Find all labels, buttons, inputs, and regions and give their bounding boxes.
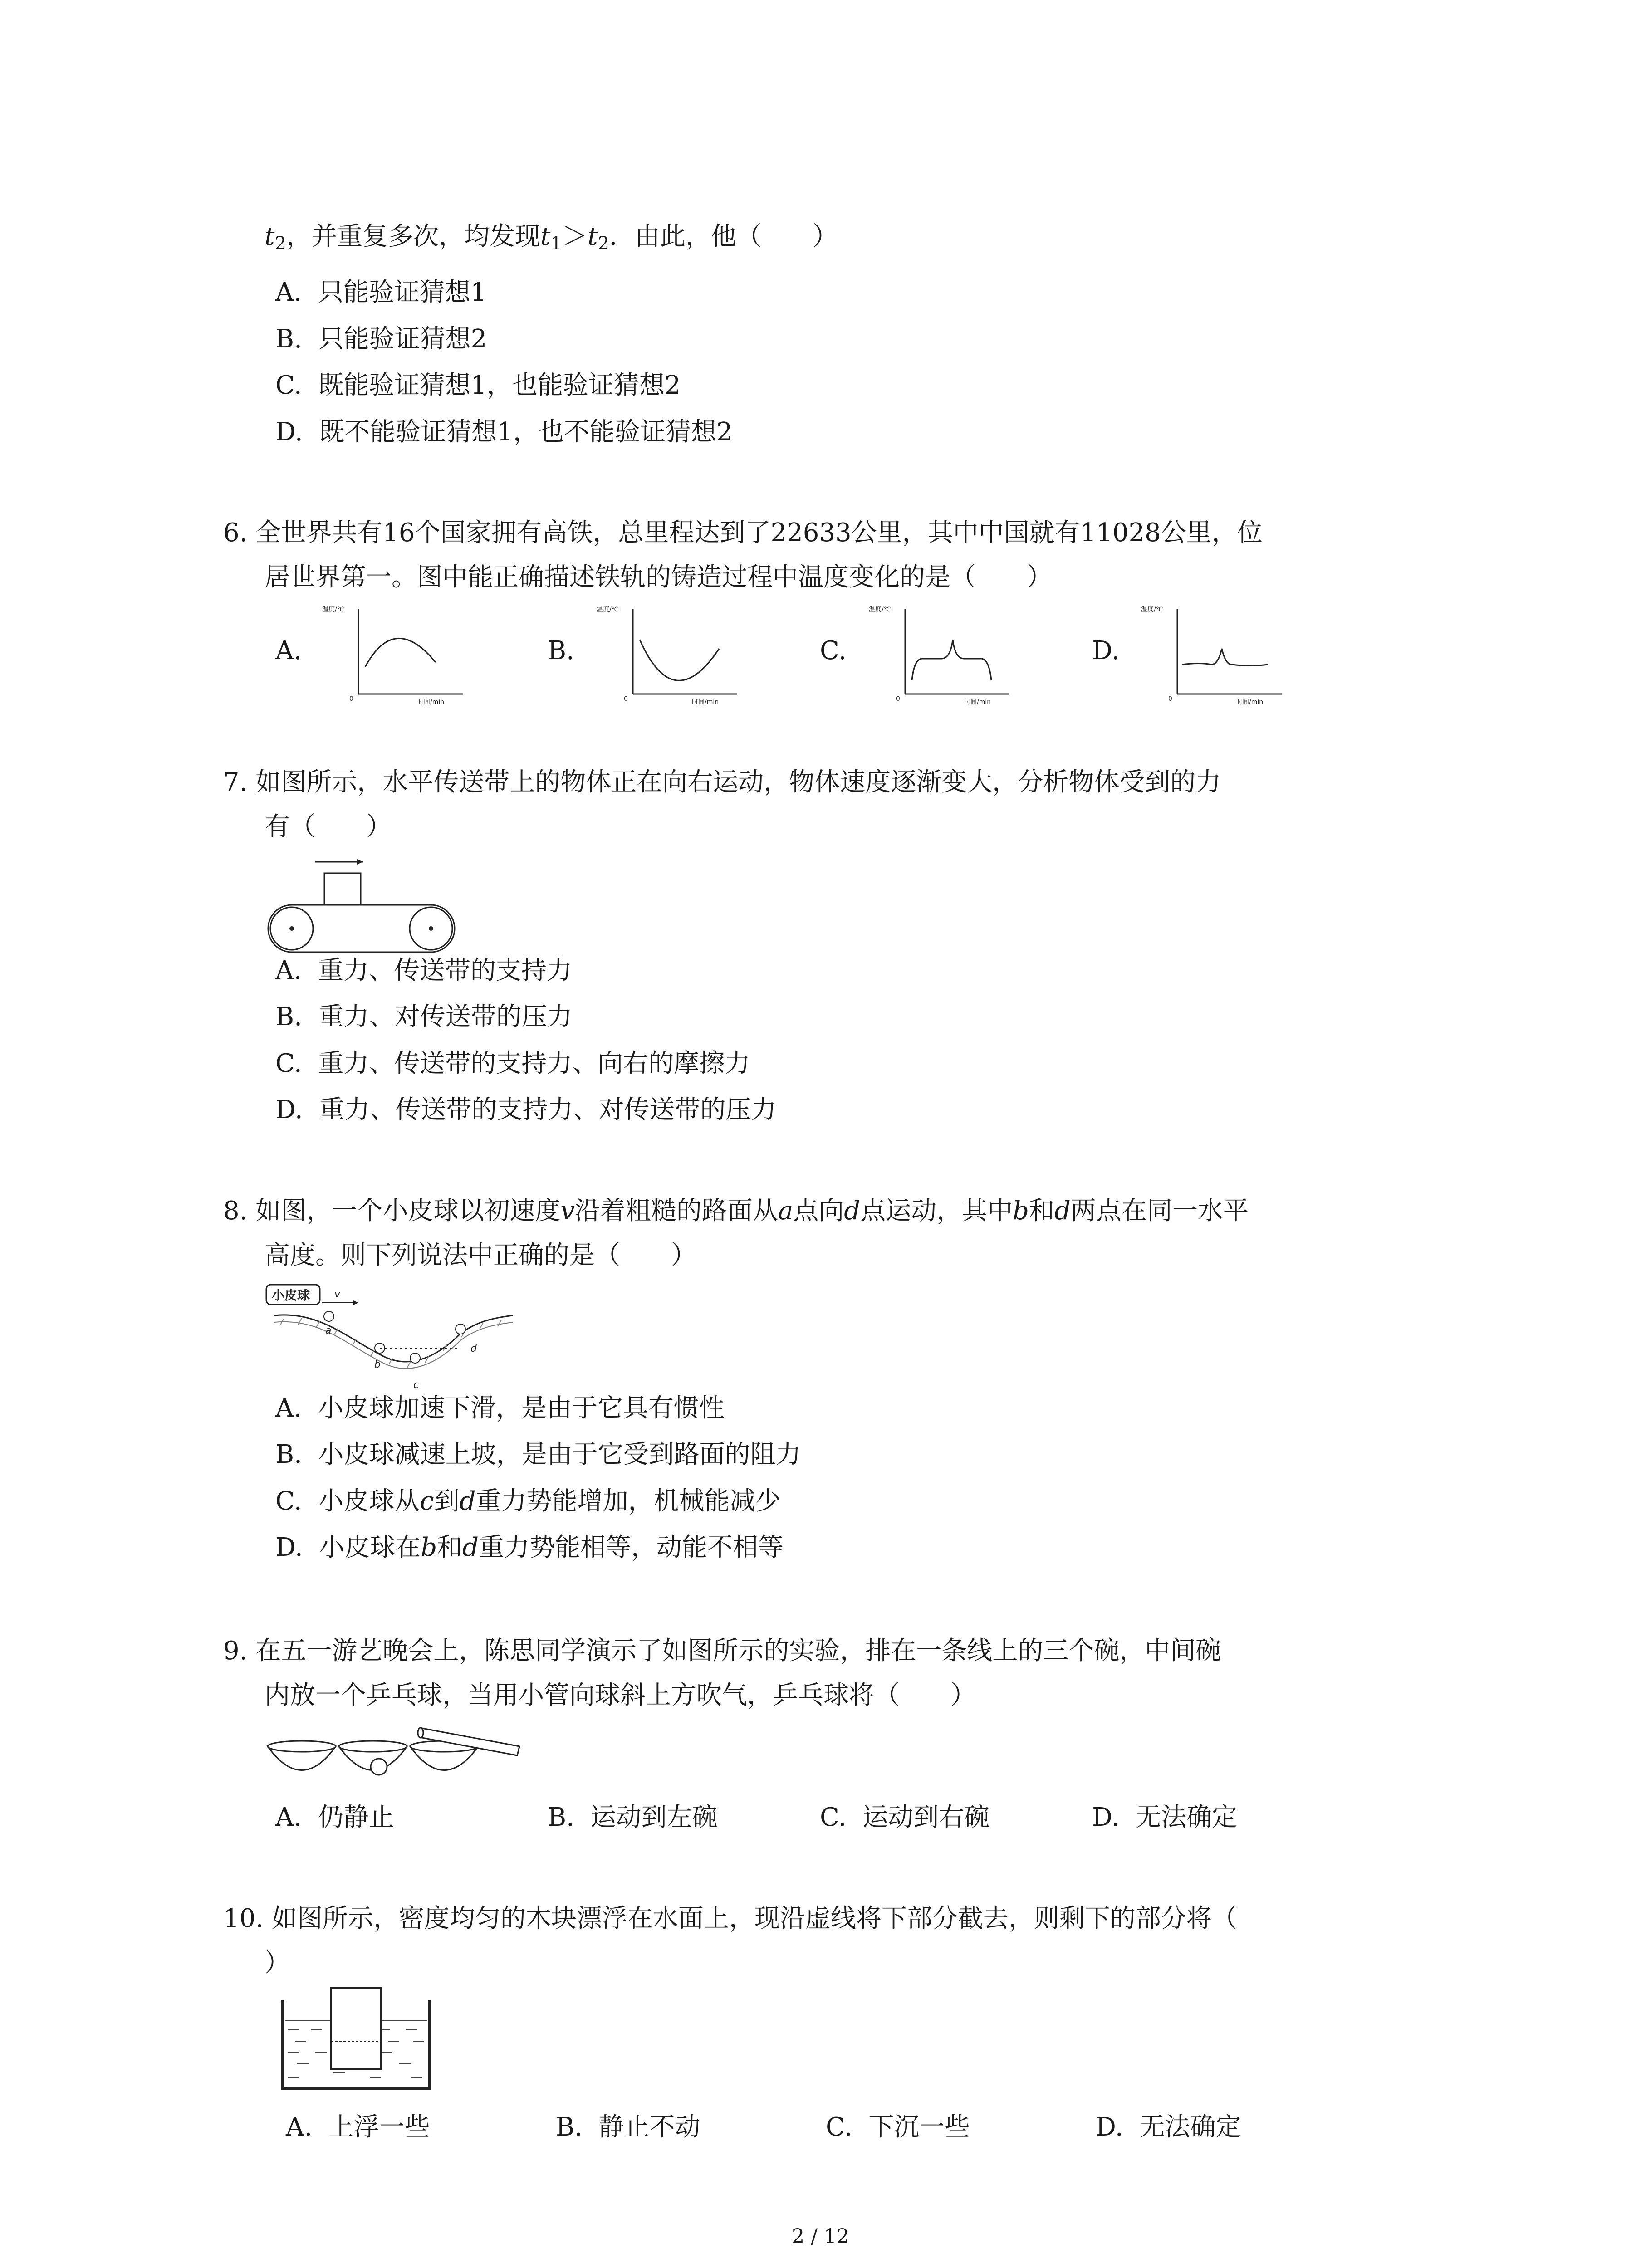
svg-text:0: 0 (624, 695, 628, 703)
q10-stem-line2: ） (265, 1948, 290, 1978)
svg-text:0: 0 (349, 695, 353, 703)
q8-option-b[interactable]: B. 小皮球减速上坡，是由于它受到路面的阻力 (275, 1440, 801, 1469)
q8-stem-line1: 8. 如图，一个小皮球以初速度v沿着粗糙的路面从a点向d点运动，其中b和d两点在同一水平 (223, 1196, 1249, 1226)
q6-option-b[interactable]: B. (548, 636, 574, 665)
svg-text:时间/min: 时间/min (1236, 699, 1264, 706)
svg-text:a: a (325, 1325, 332, 1336)
q10-option-c[interactable]: C. 下沉一些 (826, 2112, 970, 2142)
q9-option-c[interactable]: C. 运动到右碗 (820, 1803, 990, 1832)
svg-text:温度/℃: 温度/℃ (597, 606, 619, 613)
q6-option-c[interactable]: C. (820, 636, 847, 665)
q9-option-b[interactable]: B. 运动到左碗 (548, 1803, 718, 1832)
q10-stem-line1: 10. 如图所示，密度均匀的木块漂浮在水面上，现沿虚线将下部分截去，则剩下的部分将（ (223, 1904, 1237, 1933)
svg-text:b: b (374, 1359, 381, 1370)
q9-stem-line1: 9. 在五一游艺晚会上，陈思同学演示了如图所示的实验，排在一条线上的三个碗，中间碗 (223, 1636, 1221, 1666)
q6-stem-line2: 居世界第一。图中能正确描述铁轨的铸造过程中温度变化的是（ ） (265, 562, 1052, 592)
q5-option-a[interactable]: A. 只能验证猜想1 (275, 278, 487, 307)
q7-stem-line2: 有（ ） (265, 812, 392, 841)
q7-option-a[interactable]: A. 重力、传送带的支持力 (275, 956, 572, 985)
q7-stem-line1: 7. 如图所示，水平传送带上的物体正在向右运动，物体速度逐渐变大，分析物体受到的力 (223, 767, 1221, 797)
q6-stem-line1: 6. 全世界共有16个国家拥有高铁，总里程达到了22633公里，其中中国就有11028公里，位 (223, 518, 1263, 547)
q10-option-b[interactable]: B. 静止不动 (556, 2112, 700, 2142)
q7-conveyor-figure (265, 855, 460, 953)
q9-stem-line2: 内放一个乒乓球，当用小管向球斜上方吹气，乒乓球将（ ） (265, 1681, 976, 1710)
q8-ball-track-figure (265, 1284, 519, 1397)
q6-option-d[interactable]: D. (1092, 636, 1120, 665)
svg-text:0: 0 (1168, 695, 1172, 703)
q10-option-d[interactable]: D. 无法确定 (1096, 2112, 1241, 2142)
q8-stem-line2: 高度。则下列说法中正确的是（ ） (265, 1241, 696, 1270)
svg-text:0: 0 (896, 695, 900, 703)
q9-option-a[interactable]: A. 仍静止 (275, 1803, 394, 1832)
svg-text:c: c (413, 1379, 419, 1391)
q6-graph-d[interactable] (1141, 606, 1286, 706)
svg-text:时间/min: 时间/min (692, 699, 719, 706)
q10-floating-block-figure (279, 1987, 433, 2096)
q5-option-c[interactable]: C. 既能验证猜想1，也能验证猜想2 (275, 371, 681, 400)
page-number: 2 / 12 (792, 2225, 849, 2248)
svg-text:d: d (470, 1343, 477, 1354)
svg-text:温度/℃: 温度/℃ (322, 606, 344, 613)
q5-option-d[interactable]: D. 既不能验证猜想1，也不能验证猜想2 (275, 417, 733, 447)
q6-graph-b[interactable] (597, 606, 742, 706)
svg-text:温度/℃: 温度/℃ (869, 606, 891, 613)
q8-option-a[interactable]: A. 小皮球加速下滑，是由于它具有惯性 (275, 1393, 725, 1423)
svg-text:时间/min: 时间/min (417, 699, 445, 706)
q6-graph-a[interactable] (322, 606, 467, 706)
q7-option-b[interactable]: B. 重力、对传送带的压力 (275, 1002, 573, 1031)
q9-bowls-figure (265, 1721, 529, 1794)
q8-option-c[interactable]: C. 小皮球从c到d重力势能增加，机械能减少 (275, 1486, 781, 1516)
svg-text:温度/℃: 温度/℃ (1141, 606, 1163, 613)
q10-option-a[interactable]: A. 上浮一些 (286, 2112, 430, 2142)
q9-option-d[interactable]: D. 无法确定 (1092, 1803, 1238, 1832)
q6-option-a[interactable]: A. (275, 636, 302, 665)
q6-graph-c[interactable] (869, 606, 1014, 706)
q7-option-d[interactable]: D. 重力、传送带的支持力、对传送带的压力 (275, 1095, 777, 1124)
q7-option-c[interactable]: C. 重力、传送带的支持力、向右的摩擦力 (275, 1049, 750, 1078)
svg-text:v: v (334, 1289, 341, 1300)
q5-continuation: $t_2$，并重复多次，均发现$t_1>t_2$．由此，他（ ） (265, 222, 838, 254)
q8-option-d[interactable]: D. 小皮球在b和d重力势能相等，动能不相等 (275, 1533, 784, 1562)
svg-text:时间/min: 时间/min (964, 699, 991, 706)
q5-option-b[interactable]: B. 只能验证猜想2 (275, 324, 487, 354)
svg-text:小皮球: 小皮球 (272, 1288, 310, 1303)
